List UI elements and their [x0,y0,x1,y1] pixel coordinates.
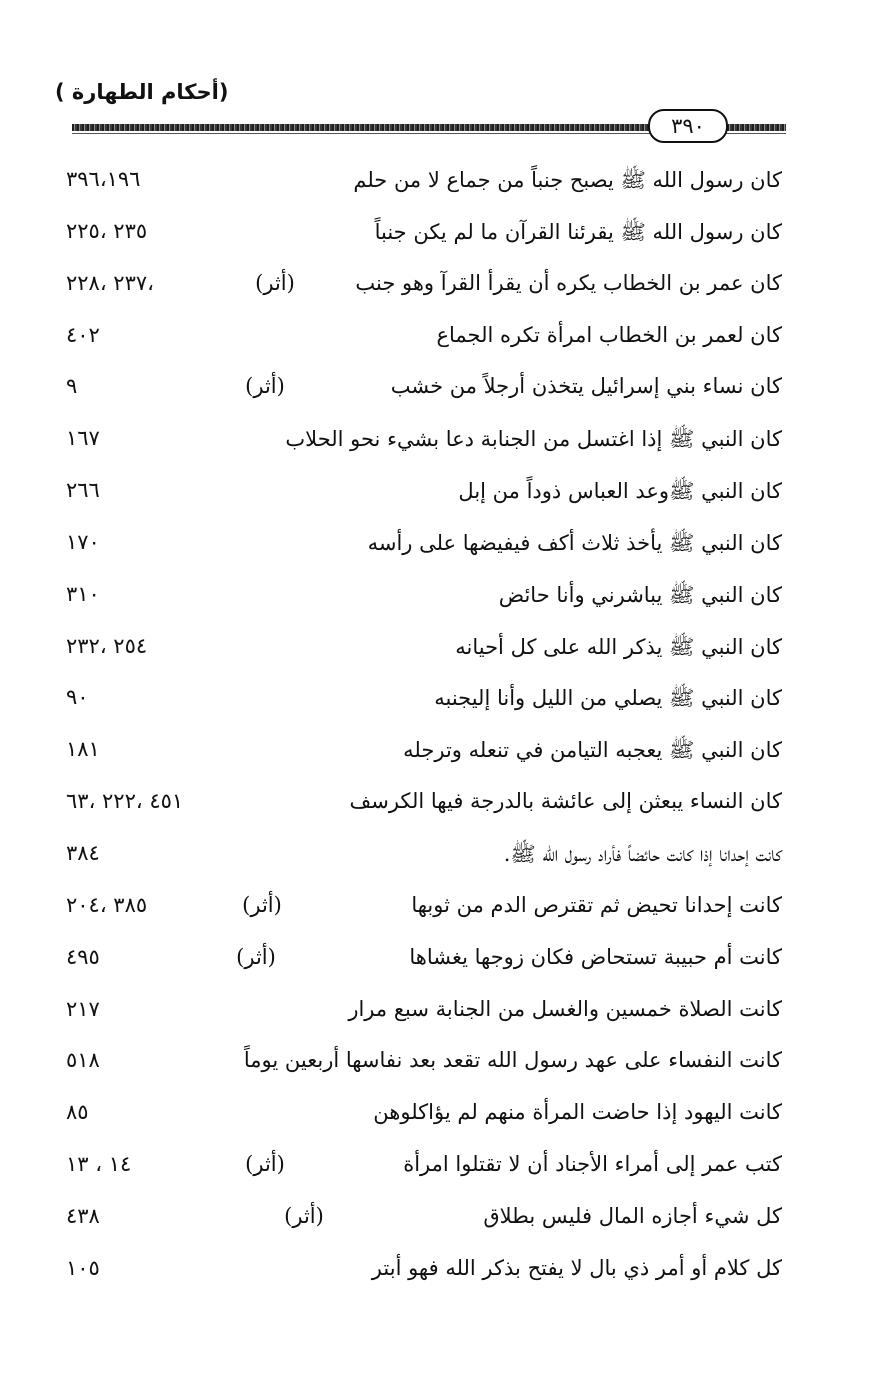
index-entry [0,630,879,682]
page-number: ٣٩٠ [648,109,728,143]
index-entry [0,1148,879,1200]
entry-athar-tag: (أثر) [284,1203,324,1228]
index-entry [0,785,879,837]
entry-page-refs: ٤٥١ ،٢٢٢ ،٦٣ [66,789,184,814]
entry-text: كان عمر بن الخطاب يكره أن يقرأ القرآ وهو جنب [355,270,782,295]
entry-page-refs: ٢٣٥ ،٢٢٥ [66,218,148,243]
index-entry [0,578,879,630]
entry-text: كان النساء يبعثن إلى عائشة بالدرجة فيها الكرسف [349,789,782,814]
entry-text: كان النبي ﷺ إذا اغتسل من الجنابة دعا بشيء نحو الحلاب [285,427,782,452]
entry-page-refs: ١٤ ، ١٣ [66,1152,132,1177]
index-entry [0,681,879,733]
entry-page-refs: ١٨١ [66,737,100,762]
entry-page-refs: ١٠٥ [66,1255,100,1280]
entry-page-refs: ٤٠٢ [66,322,100,347]
entry-text: كتب عمر إلى أمراء الأجناد أن لا تقتلوا امرأة [403,1152,782,1177]
entry-text: كل شيء أجازه المال فليس بطلاق [483,1203,782,1228]
entry-text: كان النبي ﷺ يأخذ ثلاث أكف فيفيضها على رأسه [367,530,782,555]
entry-page-refs: ٤٣٨ [66,1203,100,1228]
index-entry [0,474,879,526]
index-entry [0,422,879,474]
book-title: (أحكام الطهارة ) [55,80,229,104]
entry-page-refs: ٣١٠ [66,581,100,606]
index-list [0,163,879,1304]
entry-text: كانت النفساء على عهد رسول الله تقعد بعد نفاسها أربعين يوماً [243,1048,782,1073]
entry-text: كل كلام أو أمر ذي بال لا يفتح بذكر الله فهو أبتر [371,1255,782,1280]
index-entry [0,267,879,319]
entry-athar-tag: (أثر) [255,270,295,295]
entry-page-refs: ٣٨٥ ،٢٠٤ [66,892,148,917]
index-entry [0,941,879,993]
entry-text: كان النبي ﷺ يعجبه التيامن في تنعله وترجله [403,738,782,763]
entry-text: كان النبي ﷺ يذكر الله على كل أحيانه [455,634,782,659]
entry-text: كانت إحدانا تحيض ثم تقترص الدم من ثوبها [411,892,782,917]
entry-text: كان لعمر بن الخطاب امرأة تكره الجماع [436,322,782,347]
entry-text: كان النبي ﷺ يباشرني وأنا حائض [498,582,782,607]
entry-page-refs: ١٦٧ [66,426,100,451]
entry-athar-tag: (أثر) [245,374,285,399]
entry-page-refs: ٢٦٦ [66,478,100,503]
index-entry [0,733,879,785]
entry-text: كانت اليهود إذا حاضت المرأة منهم لم يؤاكلوهن [373,1100,782,1125]
entry-text: كانت إحدانا إذا كانت حائضاً فأراد رسول الله ﷺ. [503,841,782,866]
entry-text: كانت أم حبيبة تستحاض فكان زوجها يغشاها [409,944,782,969]
index-entry [0,993,879,1045]
index-entry [0,1096,879,1148]
entry-text: كان نساء بني إسرائيل يتخذن أرجلاً من خشب [390,374,782,399]
entry-page-refs: ٢٥٤ ،٢٣٢ [66,633,148,658]
entry-page-refs: ٤٩٥ [66,944,100,969]
entry-text: كان رسول الله ﷺ يقرئنا القرآن ما لم يكن جنباً [374,219,782,244]
index-entry [0,215,879,267]
entry-text: كان رسول الله ﷺ يصبح جنباً من جماع لا من حلم [353,168,782,192]
entry-athar-tag: (أثر) [245,1152,285,1177]
entry-page-refs: ٢١٧ [66,996,100,1021]
entry-text: كانت الصلاة خمسين والغسل من الجنابة سبع مرار [348,996,782,1021]
index-entry [0,163,879,215]
entry-page-refs: ،٢٣٧ ،٢٢٨ [66,270,154,295]
entry-page-refs: ١٧٠ [66,529,100,554]
entry-text: كان النبي ﷺوعد العباس ذوداً من إبل [458,479,782,504]
entry-page-refs: ٩ [66,374,78,399]
entry-page-refs: ٩٠ [66,685,89,710]
entry-athar-tag: (أثر) [236,944,276,969]
entry-page-refs: ٣٩٦،١٩٦ [66,167,141,191]
entry-text: كان النبي ﷺ يصلي من الليل وأنا إليجنبه [434,686,782,711]
index-entry [0,1044,879,1096]
index-entry [0,370,879,422]
index-entry [0,837,879,889]
entry-page-refs: ٣٨٤ [66,840,100,865]
index-entry [0,319,879,371]
entry-athar-tag: (أثر) [242,892,282,917]
index-entry [0,1252,879,1304]
entry-page-refs: ٨٥ [66,1100,89,1125]
index-entry [0,889,879,941]
index-entry [0,1200,879,1252]
entry-page-refs: ٥١٨ [66,1048,100,1073]
index-entry [0,526,879,578]
